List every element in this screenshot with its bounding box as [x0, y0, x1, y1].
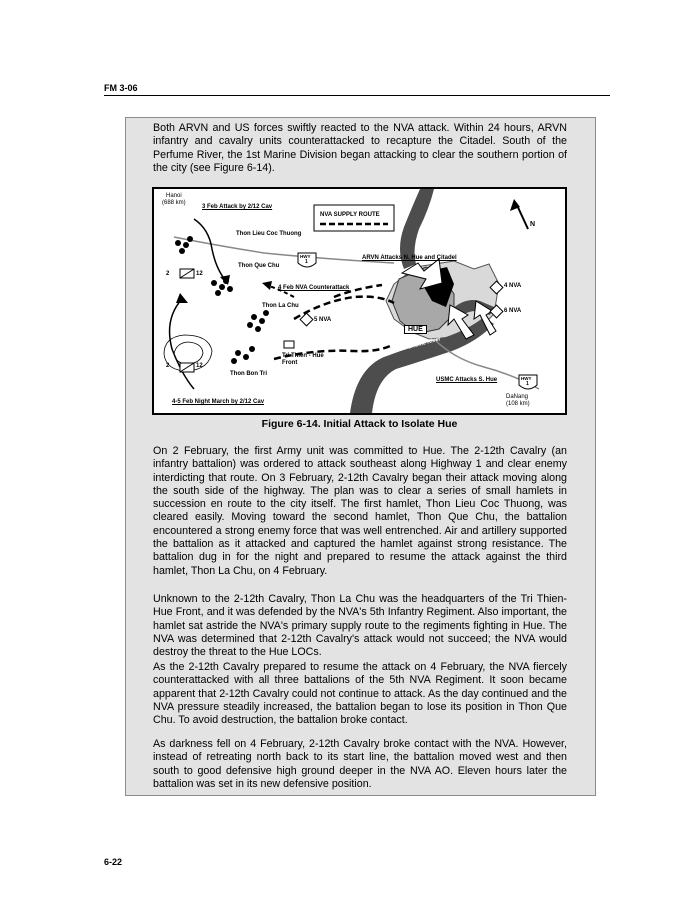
page-header [104, 83, 610, 96]
label-feb4-counterattack: 4 Feb NVA Counterattack [278, 285, 350, 291]
page-footer [104, 857, 122, 867]
label-unit-12: 12 [196, 271, 203, 277]
label-thon-bon-tri: Thon Bon Tri [230, 371, 267, 377]
label-hwy-north: HWY [300, 254, 311, 259]
label-nva-supply-route: NVA SUPPLY ROUTE [320, 212, 380, 218]
hamlet-que-chu [211, 278, 233, 296]
paragraph-5: As darkness fell on 4 February, 2-12th Cavalry broke contact with the NVA. However, instead of retreating north back to its start line, the battalion moved west and then south to good defensive high ground deeper in the NVA AO. Eleven hours later the battalion was set in its new defensive position. [153, 738, 567, 790]
label-unit-2: 2 [166, 271, 170, 277]
label-perfume-river: Perfume River [403, 336, 442, 352]
label-thon-la-chu: Thon La Chu [262, 303, 299, 309]
label-hanoi: Hanoi [166, 193, 182, 199]
label-tri-thien: Tri Thien - Hue [282, 353, 324, 359]
paragraph-1: Both ARVN and US forces swiftly reacted to the NVA attack. Within 24 hours, ARVN infantry and cavalry units counterattacked to recapture the Citadel. South of the Perfume River, the 1st Marine Division began attacking to clear the southern portion of the city (see Figure 6-14). [153, 122, 567, 174]
front-hq-symbol [284, 341, 294, 348]
label-unit-12-defense: 12 [196, 363, 203, 369]
label-hwy-num-south: 1 [526, 381, 529, 387]
label-danang-distance: (108 km) [506, 401, 530, 407]
night-march-arrowhead [176, 293, 188, 303]
hill-contour-inner [174, 342, 203, 364]
hamlet-la-chu [247, 310, 269, 332]
night-march [170, 299, 194, 389]
label-hwy-south: HWY [521, 376, 532, 381]
manual-id: FM 3-06 [104, 83, 138, 93]
label-usmc-attacks: USMC Attacks S. Hue [436, 377, 498, 383]
label-danang: DaNang [506, 394, 529, 400]
label-hwy-num-north: 1 [305, 259, 308, 265]
counterattack-arrowhead [262, 281, 272, 290]
label-front: Front [282, 360, 298, 366]
page-number: 6-22 [104, 857, 123, 867]
highway-1 [174, 237, 394, 263]
nva-5-symbol [300, 313, 313, 326]
label-nva-5: 5 NVA [314, 317, 332, 323]
label-north: N [530, 221, 536, 228]
label-feb3-attack: 3 Feb Attack by 2/12 Cav [202, 204, 273, 210]
map-graphic [154, 189, 565, 413]
label-arvn-attacks: ARVN Attacks N. Hue and Citadel [362, 255, 457, 261]
label-thon-lieu-coc-thuong: Thon Lieu Coc Thuong [236, 231, 302, 237]
hamlet-bon-tri [231, 346, 255, 364]
label-nva-6: 6 NVA [504, 308, 522, 314]
label-hanoi-distance: (688 km) [162, 200, 186, 206]
label-thon-que-chu: Thon Que Chu [238, 263, 280, 269]
figure-map [152, 187, 567, 415]
label-nva-4: 4 NVA [504, 283, 522, 289]
label-hue: HUE [404, 325, 427, 334]
label-night-march: 4-5 Feb Night March by 2/12 Cav [172, 399, 265, 405]
figure-caption: Figure 6-14. Initial Attack to Isolate Hue [261, 418, 458, 430]
paragraph-4: As the 2-12th Cavalry prepared to resume the attack on 4 February, the NVA fiercely counterattacked with all three battalions of the 5th NVA Regiment. It soon became apparent that 2-12th Cavalry could not continue to attack. As the day continued and the NVA pressure steadily increased, the battalion began to lose its position in Thon Que Chu. To avoid destruction, the battalion broke contact. [153, 661, 567, 727]
paragraph-3: Unknown to the 2-12th Cavalry, Thon La Chu was the headquarters of the Tri Thien-Hue Front, and it was defended by the NVA's 5th Infantry Regiment. Also important, the hamlet sat astride the NVA's primary supply route to the regiments fighting in Hue. The NVA was determined that 2-12th Cavalry's attack would not succeed; the NVA would destroy the threat to the Hue LOCs. [153, 593, 567, 659]
paragraph-2: On 2 February, the first Army unit was committed to Hue. The 2-12th Cavalry (an infantry battalion) was ordered to attack southeast along Highway 1 and clear enemy interdicting that route. On 3 February, 2-12th Cavalry began their attack moving along the south side of the highway. The plan was to clear a series of small hamlets in succession en route to the city itself. The first hamlet, Thon Lieu Coc Thuong, was cleared easily. Moving toward the second hamlet, Thon Que Chu, the battalion encountered a strong enemy force that was well entrenched. Air and artillery supported the battalion as it attacked and captured the hamlet against strong resistance. The battalion dug in for the night and prepared to resume the attack against the third hamlet, Thon La Chu, on 4 February. [153, 445, 567, 577]
label-unit-2-defense: 2 [166, 363, 170, 369]
